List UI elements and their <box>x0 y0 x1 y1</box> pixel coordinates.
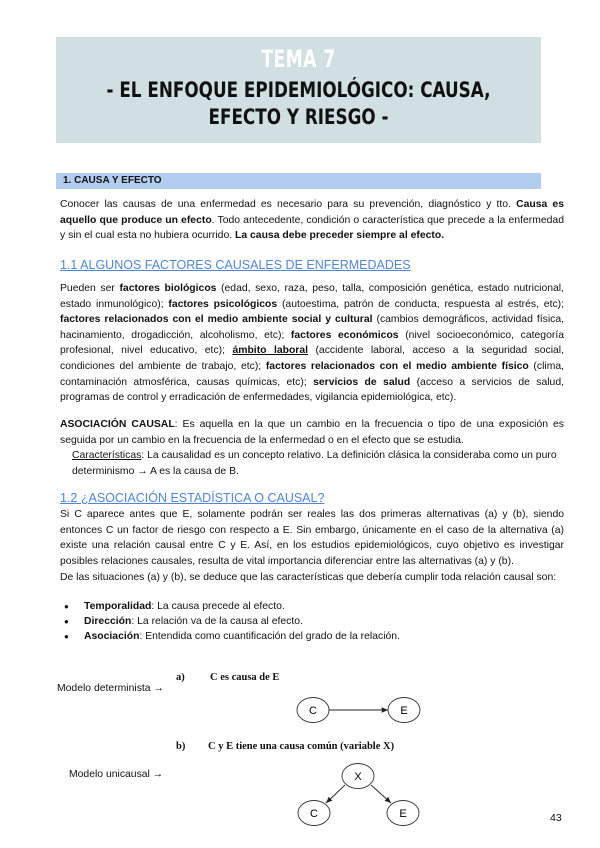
diagram-b-caption: C y E tiene una causa común (variable X) <box>208 741 395 752</box>
tema-subtitle: - EL ENFOQUE EPIDEMIOLÓGICO: CAUSA, EFECTO Y RIESGO - <box>106 78 491 129</box>
bold-run: Temporalidad <box>84 601 152 612</box>
text-run: : La relación va de la causa al efecto. <box>131 616 303 627</box>
node-c-label: C <box>309 705 317 717</box>
diagram-b <box>298 764 419 826</box>
bold-run: Dirección <box>84 616 132 627</box>
text-run: (autoestima, patrón de conducta, respuesta al estrés, etc); <box>277 298 564 310</box>
bold-run: Asociación <box>84 631 140 642</box>
text-run: (nivel socioeconómico, categoría profesional, nivel educativo, etc); <box>60 329 564 357</box>
subheading-factores: 1.1 ALGUNOS FACTORES CAUSALES DE ENFERMEDADES <box>60 258 411 272</box>
text-run: : Entendida como cuantificación del grado de la relación. <box>139 631 400 642</box>
section-heading: 1. CAUSA Y EFECTO <box>63 175 162 186</box>
text-run: (clima, contaminación atmosférica, causas químicas, etc); <box>60 360 565 388</box>
node-x-label: X <box>354 771 362 783</box>
text-run: (acceso a servicios de salud, programas de control y erradicación de enfermedades, vigilancia epidemiológica, etc). <box>60 376 564 404</box>
node-c2-label: C <box>310 808 318 820</box>
node-e-label: E <box>400 705 408 717</box>
node-e2-label: E <box>399 808 407 820</box>
bold-run: servicios de salud <box>313 376 411 388</box>
text-run: Pueden ser <box>60 283 120 294</box>
asociacion-estadistica-paragraph: Si C aparece antes que E, solamente podrán ser reales las dos primeras alternativas (a) y (b), siendo entonces C un factor de riesgo con respecto a E. Sin embargo, únicamente en el caso de la alternativa (a) existe una relación causal entre C y E. Así, en los estudios epidemiológicos, cuyo objetivo es investigar posibles relaciones causales, resulta de vital importancia diferenciar entre las alternativas (a) y (b). <box>60 509 564 567</box>
text-run: (cambios demográficos, actividad física, hacinamiento, drogadicción, alcoholismo, etc); <box>60 314 564 341</box>
text-run: (edad, sexo, raza, peso, talla, composición genética, estado nutricional, estado inmunológico); <box>60 283 564 310</box>
diagram-a <box>297 698 420 723</box>
page-number: 43 <box>550 812 562 824</box>
diagram-b-letter: b) <box>176 741 186 752</box>
diagram-a-caption: C es causa de E <box>210 672 280 683</box>
bold-run: factores psicológicos <box>168 298 278 310</box>
text-run: Conocer las causas de una enfermedad es necesario para su prevención, diagnóstico y tto. <box>60 199 517 210</box>
modelo-determinista-label: Modelo determinista → <box>57 683 164 694</box>
diagram-a-letter: a) <box>176 672 185 683</box>
bold-run: factores relacionados con el medio ambiente físico <box>265 360 529 372</box>
underlined-run: Características <box>72 450 142 461</box>
bold-run: factores económicos <box>290 329 399 341</box>
bold-run: La causa debe preceder siempre al efecto. <box>235 230 445 242</box>
bold-run: factores biológicos <box>119 283 217 294</box>
bold-run: factores relacionados con el medio ambiente social y cultural <box>60 314 373 326</box>
bold-run: ASOCIACIÓN CAUSAL <box>60 419 175 430</box>
text-run: . Todo antecedente, condición o característica que precede a la enfermedad y sin el cual esta no hubiera ocurrido. <box>60 214 564 242</box>
tema-title: TEMA 7 <box>261 45 336 73</box>
text-run: (accidente laboral, acceso a la seguridad social, condiciones del ambiente de trabajo, etc); <box>60 345 565 372</box>
deduccion-paragraph: De las situaciones (a) y (b), se deduce que las características que debería cumplir toda relación causal son: <box>60 572 557 583</box>
text-run: : La causa precede al efecto. <box>151 601 285 612</box>
subheading-asociacion: 1.2 ¿ASOCIACIÓN ESTADÍSTICA O CAUSAL? <box>60 491 325 505</box>
text-run: : La causalidad es un concepto relativo. La definición clásica la consideraba como un puro determinismo → A es la causa de B. <box>72 450 557 477</box>
modelo-unicausal-label: Modelo unicausal → <box>69 769 164 780</box>
bold-run: ámbito laboral <box>232 345 309 357</box>
bold-run: Causa es aquello que produce un efecto <box>60 199 564 226</box>
text-run: : Es aquella en la que un cambio en la frecuencia o tipo de una exposición es seguida por un cambio en la frecuencia de la enfermedad o en el efecto que se estudia. <box>60 419 564 446</box>
arrow-x-to-e <box>371 785 391 803</box>
arrow-x-to-c <box>326 785 345 803</box>
